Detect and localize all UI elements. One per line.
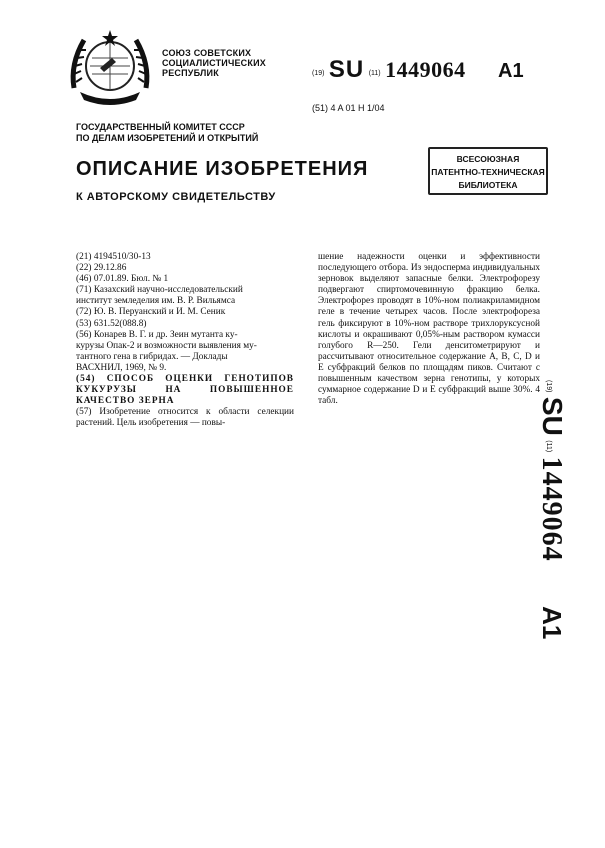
- biblio-line: тантного гена в гибридах. — Доклады: [76, 351, 228, 362]
- bibliographic-data: [76, 252, 294, 374]
- biblio-line: (71) Казахский научно-исследовательский: [76, 285, 243, 296]
- biblio-line: (21) 4194510/30-13: [76, 252, 151, 262]
- biblio-line: институт земледелия им. В. Р. Вильямса: [76, 296, 236, 307]
- committee-line: ПО ДЕЛАМ ИЗОБРЕТЕНИЙ И ОТКРЫТИЙ: [76, 133, 259, 143]
- biblio-line: (22) 29.12.86: [76, 263, 127, 274]
- abstract-start: (57) Изобретение относится к области селекции растений. Цель изобретения — повы-: [76, 407, 294, 429]
- abstract-column: [318, 252, 540, 407]
- ipc-classification: [312, 103, 385, 113]
- biblio-line: (53) 631.52(088.8): [76, 318, 147, 329]
- document-title: ОПИСАНИЕ ИЗОБРЕТЕНИЯ: [76, 158, 369, 180]
- union-name: [162, 48, 266, 78]
- biblio-line: (56) Конарев В. Г. и др. Зеин мутанта ку-: [76, 329, 238, 340]
- patent-number-line: [312, 56, 524, 86]
- biblio-line: ВАСХНИЛ, 1969, № 9.: [76, 362, 167, 373]
- vertical-patent-number: 1449064: [536, 456, 567, 562]
- union-line: СОЦИАЛИСТИЧЕСКИХ: [162, 58, 266, 68]
- vertical-patent-number-tag: (11): [545, 440, 552, 453]
- invention-title: [76, 374, 294, 407]
- stamp-line: БИБЛИОТЕКА: [458, 180, 518, 190]
- state-committee: [76, 122, 258, 144]
- biblio-line: (72) Ю. В. Перуанский и И. М. Сеник: [76, 307, 226, 318]
- country-code: SU: [328, 56, 365, 83]
- patent-number-tag: (11): [368, 70, 381, 77]
- kind-code: A1: [498, 60, 524, 82]
- vertical-country-code: SU: [537, 396, 568, 436]
- library-stamp: [428, 147, 548, 195]
- patent-number: 1449064: [385, 57, 466, 82]
- biblio-line: (46) 07.01.89. Бюл. № 1: [76, 274, 169, 285]
- invention-title-tag: (54): [76, 374, 96, 385]
- union-line: РЕСПУБЛИК: [162, 68, 219, 78]
- ussr-state-emblem-icon: [66, 28, 154, 108]
- biblio-line: курузы Опак-2 и возможности выявления му-: [76, 340, 257, 351]
- stamp-line: ВСЕСОЮЗНАЯ: [456, 154, 520, 164]
- bibliographic-column: [76, 252, 294, 430]
- country-code-tag: (19): [312, 70, 325, 77]
- vertical-patent-label: [524, 380, 568, 700]
- union-line: СОЮЗ СОВЕТСКИХ: [162, 48, 252, 58]
- ipc-tag: (51) 4: [312, 103, 336, 113]
- abstract-text: шение надежности оценки и эффективности последующего отбора. Из эндосперма индивидуальных зерновок выделяют запасные белки. Электрофорезу подвергают спиртомочевинную фракцию белка. Электрофорез проводят в 10%-ном полиакриламидном геле в течение четырех часов. После электрофореза гель фиксируют в 10%-ном растворе трихлоруксусной кислоты и окрашивают 0,05%-ным раствором кумасси голубого R—250. Гели денситометрируют и рассчитывают относительное содержание A, B, C, D и E субфракций белков по площадям пиков. Считают с повышенным качеством зерна генотипы, у которых суммарное содержание D и E субфракций выше 30%. 4 табл.: [318, 252, 540, 407]
- invention-title-text: СПОСОБ ОЦЕНКИ ГЕНОТИПОВ КУКУРУЗЫ НА ПОВЫШЕННОЕ КАЧЕСТВО ЗЕРНА: [76, 374, 295, 407]
- stamp-line: ПАТЕНТНО-ТЕХНИЧЕСКАЯ: [431, 167, 545, 177]
- document-subtitle: К АВТОРСКОМУ СВИДЕТЕЛЬСТВУ: [76, 191, 276, 203]
- vertical-country-code-tag: (19): [545, 380, 552, 393]
- vertical-kind-code: A1: [537, 606, 567, 640]
- ipc-code: A 01 H 1/04: [337, 103, 385, 113]
- committee-line: ГОСУДАРСТВЕННЫЙ КОМИТЕТ СССР: [76, 122, 245, 132]
